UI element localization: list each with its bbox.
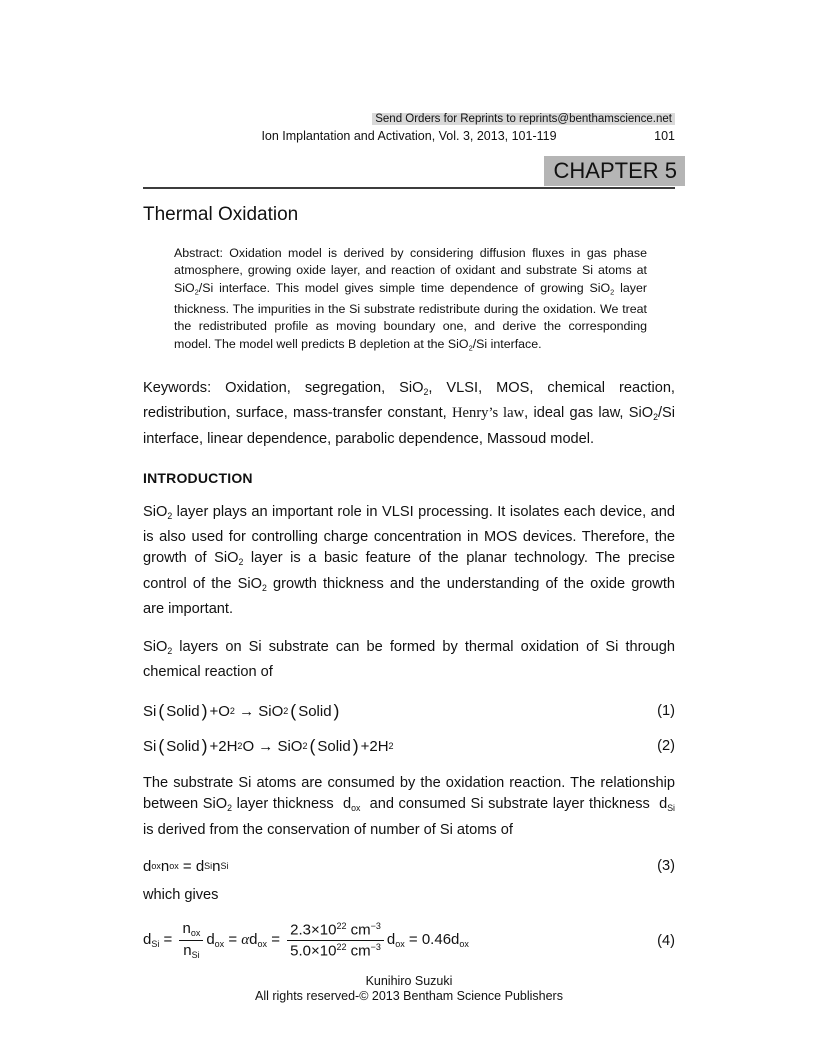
fraction-numerator: $2.3\times 10^{22}$ $cm^{-3}$ (287, 921, 384, 941)
equation-3-number: (3) (657, 858, 675, 875)
equation-4-number: (4) (657, 932, 675, 949)
equation-2 (143, 736, 675, 757)
page-footer (143, 974, 675, 1004)
which-gives-text: which gives (143, 886, 219, 903)
equation-2-expression: Si ( Solid ) +2H 2 O → SiO 2 ( Solid ) +2H 2 (143, 735, 394, 756)
equation-1 (143, 701, 675, 722)
page-number: 101 (654, 129, 675, 143)
running-head (143, 129, 675, 144)
equation-4-segment-3: $d_{ox} = 0.46d_{ox}$ (386, 931, 469, 950)
section-heading-introduction: INTRODUCTION (143, 469, 253, 486)
equation-1-expression: Si ( Solid ) +O 2 → SiO 2 ( Solid ) (143, 700, 340, 721)
intro-paragraph-2: SiO$_2$ layers on Si substrate can be formed by thermal oxidation of Si through chemical reaction of (143, 638, 675, 681)
equation-4 (143, 920, 675, 961)
chapter-badge: CHAPTER 5 (544, 156, 685, 186)
book-citation: Ion Implantation and Activation, Vol. 3, 2013, 101-119 (261, 129, 557, 143)
body-paragraph-3: The substrate Si atoms are consumed by the oxidation reaction. The relationship between SiO$_2$ layer thickness $d_{ox}$ and consumed Si substrate layer thickness $d_{Si}$ is derived from the conservation of number of Si atoms of (143, 774, 675, 838)
intro-paragraph-1: SiO$_2$ layer plays an important role in VLSI processing. It isolates each device, and is also used for controlling charge concentration in MOS devices. Therefore, the growth of SiO$_2$ layer is a basic feature of the planar technology. The precise control of the SiO$_2$ growth thickness and the understanding of the oxide growth are important. (143, 503, 675, 618)
equation-3 (143, 858, 675, 875)
abstract-paragraph: Abstract: Oxidation model is derived by considering diffusion fluxes in gas phase atmosphere, growing oxide layer, and reaction of oxidant and substrate Si atoms at SiO$_2$/Si interface. This model gives simple time dependence of growing SiO$_2$ layer thickness. The impurities in the Si substrate redistribute during the oxidation. We treat the redistributed profile as moving boundary one, and derive the corresponding model. The model well predicts B depletion at the SiO$_2$/Si interface. (174, 246, 647, 353)
reprint-notice-line (143, 112, 675, 126)
fraction-denominator: $5.0\times 10^{22}$ $cm^{-3}$ (290, 942, 381, 960)
equation-3-expression: d ox n ox = d Si n Si (143, 857, 229, 875)
chapter-row (143, 156, 675, 186)
header-rule (143, 187, 675, 189)
keywords-paragraph: Keywords: Oxidation, segregation, SiO$_2$, VLSI, MOS, chemical reaction, redistribution, surface, mass-transfer constant, Henry’s law, ideal gas law, SiO$_2$/Si interface, linear dependence, parabolic dependence, Massoud model. (143, 379, 675, 447)
fraction-denominator: $n_{Si}$ (183, 942, 200, 961)
chapter-title: Thermal Oxidation (143, 204, 299, 225)
equation-1-number: (1) (657, 703, 675, 720)
equation-4-segment-1: $d_{Si}$ = (143, 931, 177, 950)
fraction-concentrations (287, 921, 384, 960)
footer-author: Kunihiro Suzuki (365, 973, 453, 988)
reprint-notice: Send Orders for Reprints to reprints@benthamscience.net (372, 113, 675, 125)
equation-4-expression (143, 920, 469, 961)
equation-4-segment-2: $d_{ox} = \alpha d_{ox}$ = (206, 931, 285, 950)
fraction-numerator: $n_{ox}$ (179, 920, 203, 941)
equation-2-number: (2) (657, 738, 675, 755)
fraction-nox-nsi (179, 920, 203, 961)
footer-copyright: All rights reserved-© 2013 Bentham Science Publishers (255, 988, 563, 1003)
